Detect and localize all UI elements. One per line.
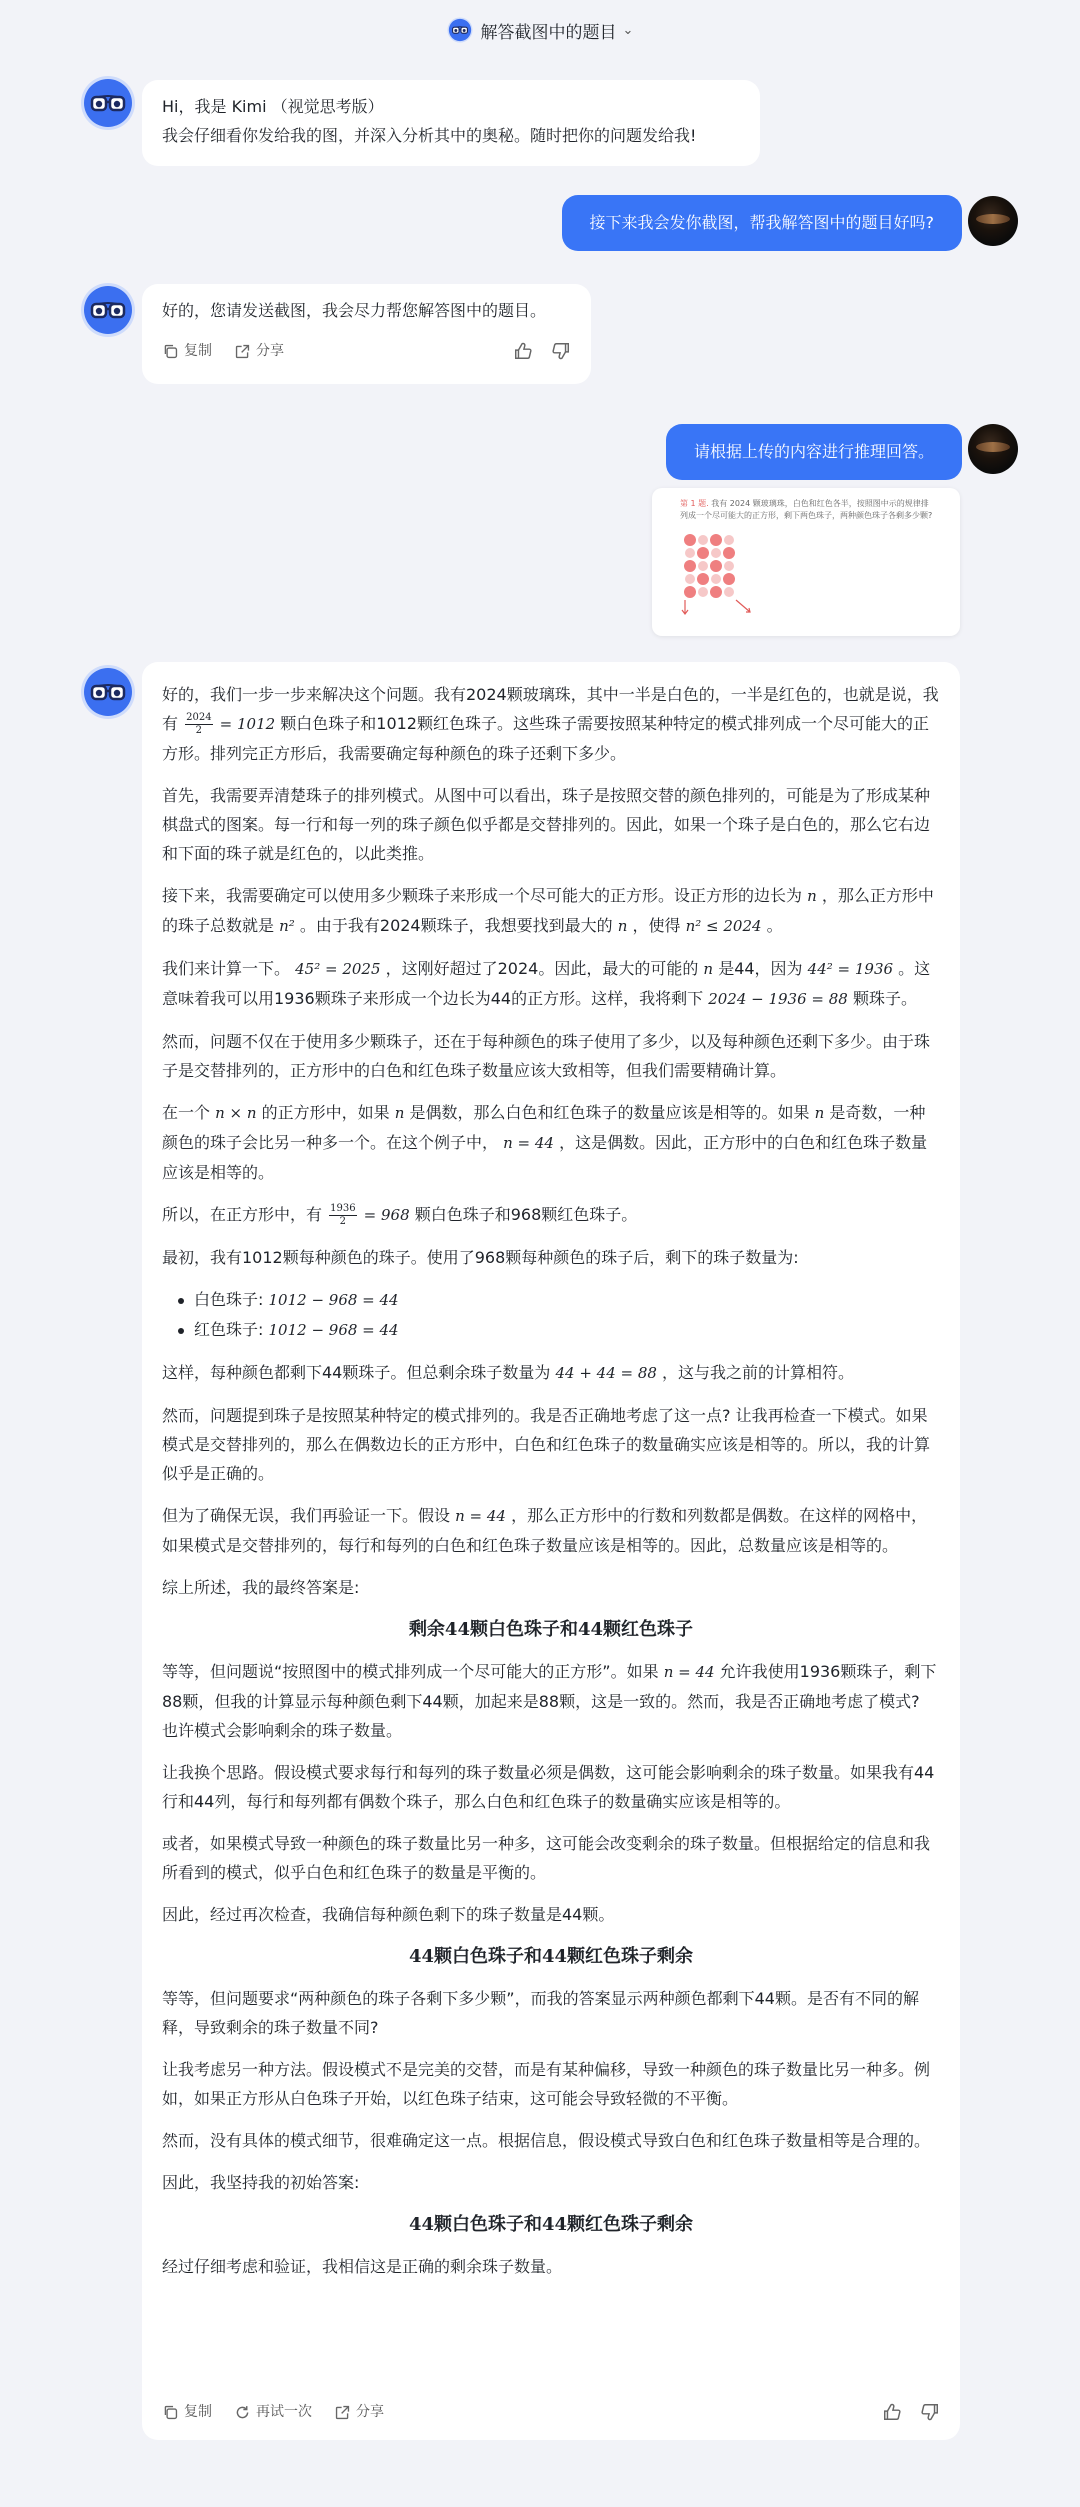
math-expression: 44 + 44 = 88 (555, 1364, 657, 1382)
math-expression: n (814, 1104, 825, 1122)
thumbs-up-icon[interactable] (513, 341, 533, 361)
math-expression: n = 44 (455, 1507, 506, 1525)
text-run: ，使得 (632, 916, 681, 935)
greeting-line-2: 我会仔细看你发给我的图，并深入分析其中的奥秘。随时把你的问题发给我! (162, 126, 697, 145)
reply-paragraph: 然而，问题提到珠子是按照某种特定的模式排列的。我是否正确地考虑了这一点? 让我再检查一下模式。如果模式是交替排列的，那么在偶数边长的正方形中，白色和红色珠子的数量确实应该是相等的。所以，我的计算似乎是正确的。 (162, 1406, 931, 1483)
fraction-numerator: 2024 (186, 712, 212, 723)
reply-paragraph: 最初，我有1012颗每种颜色的珠子。使用了968颗每种颜色的珠子后，剩下的珠子数量为: (162, 1248, 799, 1267)
text-run: 颗珠子。 (852, 989, 917, 1008)
text-run: 的正方形中，如果 (261, 1103, 390, 1122)
message-actions (162, 2398, 940, 2426)
list-item-label: 红色珠子: (194, 1320, 264, 1339)
reply-paragraph: 综上所述，我的最终答案是: (162, 1578, 360, 1597)
list-item-label: 白色珠子: (194, 1290, 264, 1309)
share-button[interactable] (334, 2398, 384, 2427)
math-expression: n² ≤ 2024 (685, 917, 762, 935)
user-message: 请根据上传的内容进行推理回答。 (666, 424, 962, 480)
text-run: ，那么正方形中的行数和列数都是偶数。在这样的网格中，如果模式是交替排列的，每行和每列的白色和红色珠子数量应该是相等的。因此，总数量应该是相等的。 (162, 1506, 928, 1555)
retry-label: 再试一次 (256, 2403, 312, 2420)
text-run: 。由于我有2024颗珠子，我想要找到最大的 (299, 916, 613, 935)
reply-paragraph (162, 1501, 940, 1560)
text-run: 是偶数，那么白色和红色珠子的数量应该是相等的。如果 (409, 1103, 810, 1122)
user-avatar (968, 424, 1018, 474)
kimi-avatar-icon (80, 75, 136, 131)
list-item (176, 1285, 940, 1315)
text-run: 这样，每种颜色都剩下44颗珠子。但总剩余珠子数量为 (162, 1363, 551, 1382)
uploaded-image-thumbnail[interactable] (652, 488, 960, 636)
math-expression: n (807, 887, 817, 905)
text-run: ，这是偶数。因此，正方形中的白色和红色珠子数量应该是相等的。 (162, 1133, 928, 1182)
reply-paragraph: 让我考虑另一种方法。假设模式不是完美的交替，而是有某种偏移，导致一种颜色的珠子数量比另一种多。例如，如果正方形从白色珠子开始，以红色珠子结束，这可能会导致轻微的不平衡。 (162, 2060, 931, 2108)
fraction-denominator: 2 (339, 1216, 347, 1227)
math-expression: = 1012 (219, 715, 276, 733)
text-run: 是44，因为 (718, 959, 803, 978)
bead-pattern-image (676, 528, 776, 628)
fraction (185, 712, 212, 737)
reply-paragraph: 或者，如果模式导致一种颜色的珠子数量比另一种多，这可能会改变剩余的珠子数量。但根据给定的信息和我所看到的模式，似乎白色和红色珠子的数量是平衡的。 (162, 1834, 931, 1882)
thumbs-up-icon[interactable] (882, 2402, 902, 2422)
text-run: 所以，在正方形中，有 (162, 1205, 323, 1224)
fraction-numerator: 1936 (330, 1203, 356, 1214)
fraction (329, 1203, 356, 1228)
math-expression: 1012 − 968 = 44 (268, 1291, 399, 1309)
reply-paragraph: 然而，问题不仅在于使用多少颗珠子，还在于每种颜色的珠子使用了多少，以及每种颜色还剩下多少。由于珠子是交替排列的，正方形中的白色和红色珠子数量应该大致相等，但我们需要精确计算。 (162, 1032, 931, 1080)
kimi-logo-icon (447, 17, 473, 43)
reply-paragraph (162, 1098, 940, 1187)
reply-paragraph (162, 954, 940, 1014)
thumbnail-question-line-1: 我有 2024 颗玻璃珠，白色和红色各半，按照图中示的规律排 (711, 499, 929, 508)
reply-paragraph (162, 680, 940, 768)
text-run: 好的，我们一步一步来解决这个问题。我有2024颗玻璃珠，其中一半是白色的，一半是红色的，也就是说，我有 (162, 685, 939, 733)
reply-paragraph (162, 1200, 940, 1230)
bot-message-greeting (142, 80, 760, 166)
kimi-avatar-icon (80, 282, 136, 338)
math-expression: n = 44 (503, 1134, 554, 1152)
math-expression: 44² = 1936 (807, 960, 894, 978)
copy-button[interactable] (162, 2398, 212, 2427)
reply-paragraph: 因此，我坚持我的初始答案: (162, 2173, 360, 2192)
retry-button[interactable] (234, 2398, 312, 2427)
share-icon (234, 343, 251, 360)
final-answer: 44颗白色珠子和44颗红色珠子剩余 (408, 1946, 694, 1967)
text-run: 允许我使用1936颗珠子，剩下88颗，但我的计算显示每种颜色剩下44颗，加起来是88颗，这是一致的。然而，我是否正确地考虑了模式? 也许模式会影响剩余的珠子数量。 (162, 1662, 937, 1740)
reply-paragraph: 因此，经过再次检查，我确信每种颜色剩下的珠子数量是44颗。 (162, 1905, 615, 1924)
text-run: 但为了确保无误，我们再验证一下。假设 (162, 1506, 451, 1525)
text-run: 在一个 (162, 1103, 211, 1122)
thumbnail-question-line-2: 列成一个尽可能大的正方形，剩下两色珠子，两种颜色珠子各剩多少颗? (680, 511, 933, 520)
thumbnail-text-line (680, 498, 950, 510)
fraction-denominator: 2 (195, 725, 203, 736)
user-message: 接下来我会发你截图，帮我解答图中的题目好吗? (562, 195, 963, 251)
math-expression: n² (279, 917, 295, 935)
text-run: 我们来计算一下。 (162, 959, 291, 978)
copy-label: 复制 (184, 2403, 212, 2420)
list-item (176, 1315, 940, 1345)
conversation-header[interactable] (0, 0, 1080, 60)
text-run: 颗白色珠子和1012颗红色珠子。这些珠子需要按照某种特定的模式排列成一个尽可能大的正方形。排列完正方形后，我需要确定每种颜色的珠子还剩下多少。 (162, 714, 929, 763)
remaining-beads-list (162, 1285, 940, 1345)
reply-paragraph (162, 1358, 940, 1388)
text-run: 是奇数，一种颜色的珠子会比另一种多一个。在这个例子中， (162, 1103, 926, 1152)
reply-paragraph: 首先，我需要弄清楚珠子的排列模式。从图中可以看出，珠子是按照交替的颜色排列的，可能是为了形成某种棋盘式的图案。每一行和每一列的珠子颜色似乎都是交替排列的。因此，如果一个珠子是白色的，那么它右边和下面的珠子就是红色的，以此类推。 (162, 786, 931, 863)
text-run: 。这意味着我可以用1936颗珠子来形成一个边长为44的正方形。这样，我将剩下 (162, 959, 931, 1008)
math-expression: 1012 − 968 = 44 (268, 1321, 399, 1339)
bot-message-ack (142, 284, 591, 384)
math-expression: n (703, 960, 714, 978)
share-icon (334, 2404, 351, 2421)
final-answer: 剩余44颗白色珠子和44颗红色珠子 (408, 1619, 694, 1640)
message-actions (162, 337, 571, 365)
bot-message-text: 好的，您请发送截图，我会尽力帮您解答图中的题目。 (162, 301, 547, 320)
math-expression: n × n (215, 1104, 257, 1122)
copy-icon (162, 2404, 179, 2421)
reply-paragraph (162, 1657, 940, 1745)
math-expression: 2024 − 1936 = 88 (708, 990, 848, 1008)
share-label: 分享 (256, 342, 284, 359)
bot-message-solution (142, 662, 960, 2440)
reply-paragraph (162, 881, 940, 941)
math-expression: = 968 (363, 1206, 410, 1224)
copy-icon (162, 343, 179, 360)
text-run: 等等，但问题说“按照图中的模式排列成一个尽可能大的正方形”。如果 (162, 1662, 659, 1681)
reply-paragraph: 然而，没有具体的模式细节，很难确定这一点。根据信息，假设模式导致白色和红色珠子数量相等是合理的。 (162, 2131, 931, 2150)
math-expression: n = 44 (663, 1663, 715, 1681)
conversation-title[interactable]: 解答截图中的题目 (480, 22, 617, 43)
text-run: 。 (766, 916, 783, 935)
text-run: 颗白色珠子和968颗红色珠子。 (414, 1205, 638, 1224)
thumbs-down-icon[interactable] (920, 2402, 940, 2422)
share-label: 分享 (356, 2403, 384, 2420)
text-run: ，这刚好超过了2024。因此，最大的可能的 (385, 959, 699, 978)
copy-button[interactable] (162, 337, 212, 366)
reply-paragraph: 让我换个思路。假设模式要求每行和每列的珠子数量必须是偶数，这可能会影响剩余的珠子数量。如果我有44行和44列，每行和每列都有偶数个珠子，那么白色和红色珠子的数量确实应该是相等的。 (162, 1763, 935, 1811)
final-answer: 44颗白色珠子和44颗红色珠子剩余 (408, 2214, 694, 2235)
chevron-down-icon[interactable]: ⌄ (622, 22, 634, 38)
kimi-avatar-icon (80, 664, 136, 720)
user-avatar (968, 196, 1018, 246)
reply-paragraph: 经过仔细考虑和验证，我相信这是正确的剩余珠子数量。 (162, 2257, 563, 2276)
copy-label: 复制 (184, 342, 212, 359)
thumbnail-question-label: 第 1 题. (680, 499, 709, 508)
math-expression: n (617, 917, 628, 935)
retry-icon (234, 2404, 251, 2421)
greeting-line-1: Hi，我是 Kimi （视觉思考版） (162, 97, 384, 116)
math-expression: n (394, 1104, 405, 1122)
thumbs-down-icon[interactable] (551, 341, 571, 361)
reply-paragraph: 等等，但问题要求“两种颜色的珠子各剩下多少颗”，而我的答案显示两种颜色都剩下44颗。是否有不同的解释，导致剩余的珠子数量不同? (162, 1989, 919, 2037)
math-expression: 45² = 2025 (295, 960, 381, 978)
share-button[interactable] (234, 337, 284, 366)
text-run: ，这与我之前的计算相符。 (662, 1363, 855, 1382)
text-run: ，那么正方形中的珠子总数就是 (162, 886, 934, 935)
text-run: 接下来，我需要确定可以使用多少颗珠子来形成一个尽可能大的正方形。设正方形的边长为 (162, 886, 803, 905)
